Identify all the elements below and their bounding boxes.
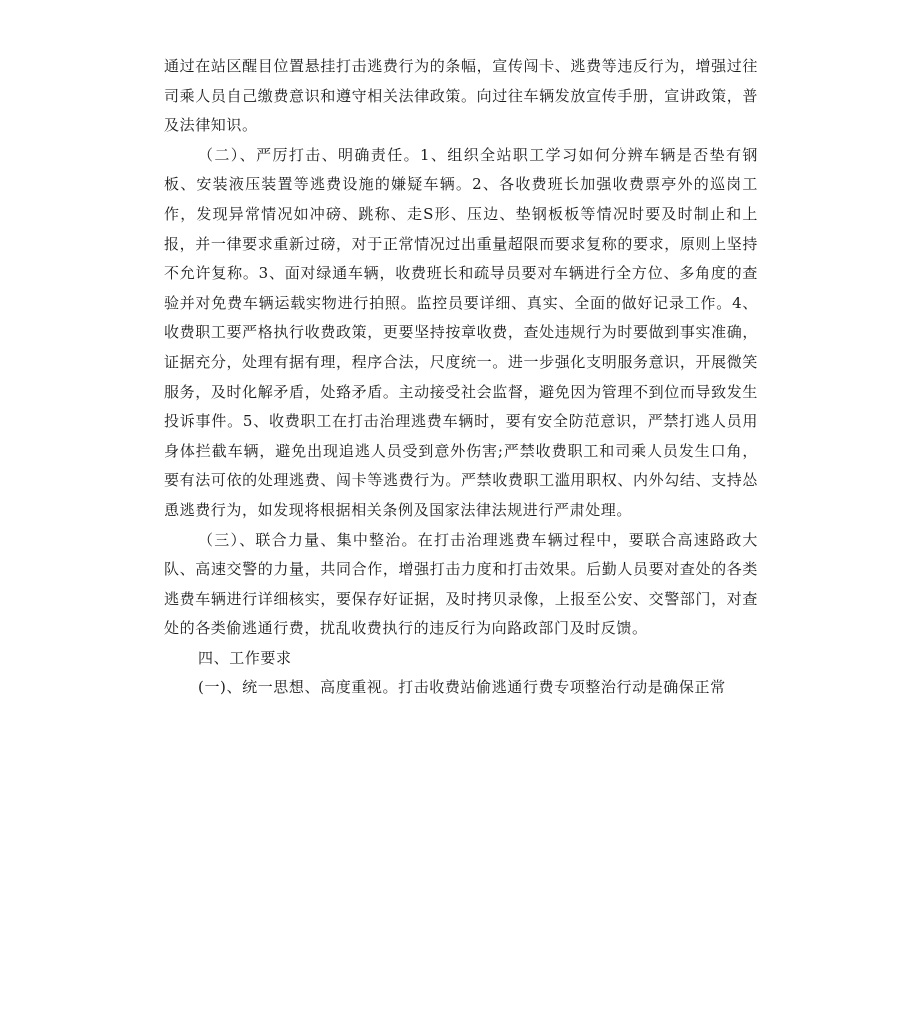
section-heading-work-requirements: 四、工作要求	[198, 648, 292, 667]
paragraph-section-three-joint: （三）、联合力量、集中整治。在打击治理逃费车辆过程中，要联合高速路政大队、高速交警的力量，共同合作，增强打击力度和打击效果。后勤人员要对查处的各类逃费车辆进行详细核实，要保存好证据，及时拷贝录像，上报至公安、交警部门，对查处的各类偷逃通行费，扰乱收费执行的违反行为向路政部门及时反馈。	[164, 530, 758, 638]
paragraph-publicity-continued: 通过在站区醒目位置悬挂打击逃费行为的条幅，宣传闯卡、逃费等违反行为，增强过往司乘人员自己缴费意识和遵守相关法律政策。向过往车辆发放宣传手册，宣讲政策，普及法律知识。	[164, 57, 758, 135]
paragraph-section-two-strike: （二）、严厉打击、明确责任。1、组织全站职工学习如何分辨车辆是否垫有钢板、安装液压装置等逃费设施的嫌疑车辆。2、各收费班长加强收费票亭外的巡岗工作，发现异常情况如冲磅、跳称、走S形、压边、垫钢板板等情况时要及时制止和上报，并一律要求重新过磅，对于正常情况过出重量超限而要求复称的要求，原则上坚持不允许复称。3、面对绿通车辆，收费班长和疏导员要对车辆进行全方位、多角度的查验并对免费车辆运载实物进行拍照。监控员要详细、真实、全面的做好记录工作。4、收费职工要严格执行收费政策，更要坚持按章收费，查处违规行为时要做到事实准确，证据充分，处理有据有理，程序合法，尺度统一。进一步强化支明服务意识，开展微笑服务，及时化解矛盾，处臵矛盾。主动接受社会监督，避免因为管理不到位而导致发生投诉事件。5、收费职工在打击治理逃费车辆时，要有安全防范意识，严禁打逃人员用身体拦截车辆，避免出现追逃人员受到意外伤害;严禁收费职工和司乘人员发生口角，要有法可依的处理逃费、闯卡等逃费行为。严禁收费职工滥用职权、内外勾结、支持怂恿逃费行为，如发现将根据相关条例及国家法律法规进行严肃处理。	[164, 145, 758, 519]
paragraph-requirement-one: (一)、统一思想、高度重视。打击收费站偷逃通行费专项整治行动是确保正常	[198, 678, 726, 697]
document-page	[164, 52, 758, 703]
